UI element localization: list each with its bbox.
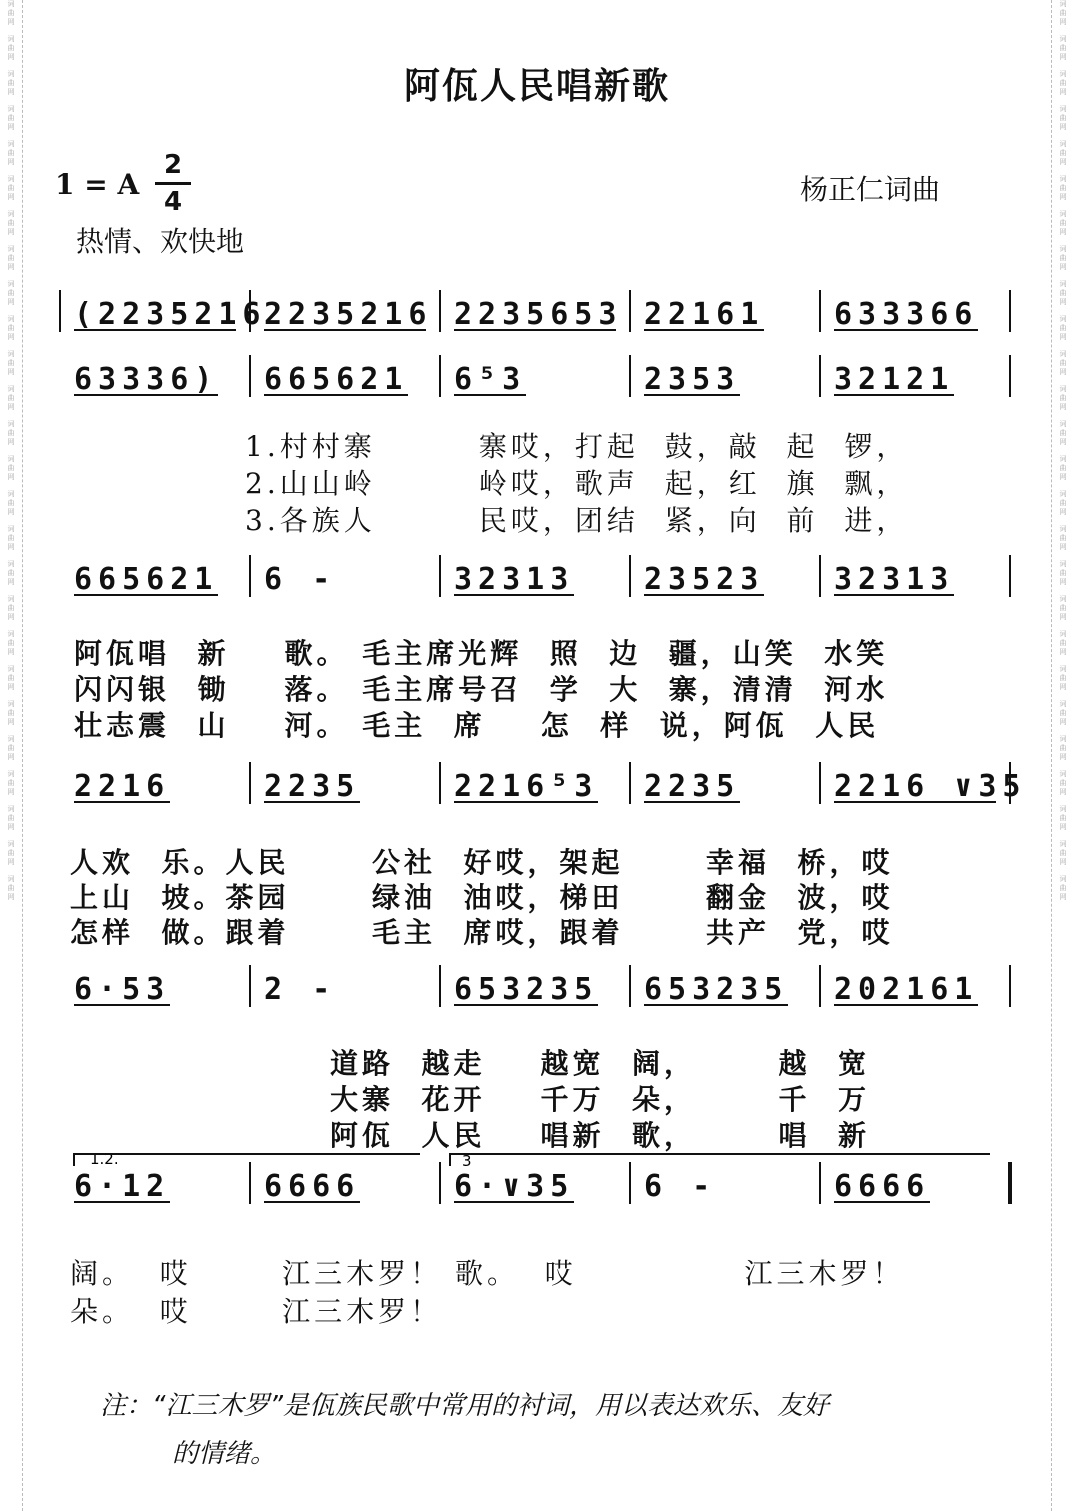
left-watermark-strip — [0, 0, 23, 1511]
watermark-mark: 词曲网 — [1059, 525, 1067, 551]
watermark-mark: 词曲网 — [1059, 805, 1067, 831]
lyric-line-6-2: 朵。 哎 江三木罗！ — [70, 1295, 443, 1328]
measure-notes: 6 - — [264, 562, 337, 597]
watermark-mark: 词曲网 — [1059, 245, 1067, 271]
lyric-line-3-1: 阿佤唱 新 歌。 毛主席光辉 照 边 疆，山笑 水笑 — [74, 637, 889, 670]
watermark-mark: 词曲网 — [7, 840, 15, 866]
watermark-mark: 词曲网 — [7, 0, 15, 26]
watermark-mark: 词曲网 — [7, 420, 15, 446]
watermark-mark: 词曲网 — [7, 560, 15, 586]
watermark-mark: 词曲网 — [7, 875, 15, 901]
watermark-mark: 词曲网 — [7, 35, 15, 61]
watermark-mark: 词曲网 — [7, 245, 15, 271]
measure-notes: 653235 — [644, 972, 789, 1007]
watermark-mark: 词曲网 — [1059, 420, 1067, 446]
watermark-mark: 词曲网 — [1059, 350, 1067, 376]
watermark-mark: 词曲网 — [1059, 455, 1067, 481]
measure-notes: 2216⁵3 — [454, 769, 599, 804]
time-signature — [155, 150, 191, 217]
lyric-line-4-3: 怎样 做。跟着 毛主 席哎，跟着 共产 党，哎 — [70, 916, 894, 949]
lyric-line-3-3: 壮志震 山 河。 毛主 席 怎 样 说，阿佤 人民 — [74, 709, 880, 742]
watermark-mark: 词曲网 — [1059, 700, 1067, 726]
watermark-mark: 词曲网 — [1059, 0, 1067, 26]
measure-notes: 2235653 — [454, 297, 623, 332]
watermark-mark: 词曲网 — [1059, 875, 1067, 901]
watermark-mark: 词曲网 — [7, 140, 15, 166]
watermark-mark: 词曲网 — [7, 735, 15, 761]
staff-row-4 — [60, 752, 1027, 822]
composer-credit: 杨正仁词曲 — [800, 173, 941, 206]
measure-notes: 2216 — [74, 769, 171, 804]
measure-notes: 23523 — [644, 562, 765, 597]
watermark-mark: 词曲网 — [7, 315, 15, 341]
measure-notes: 2 - — [264, 972, 337, 1007]
watermark-mark: 词曲网 — [7, 630, 15, 656]
watermark-mark: 词曲网 — [1059, 630, 1067, 656]
watermark-mark: 词曲网 — [1059, 105, 1067, 131]
lyric-line-5-1: 道路 越走 越宽 阔， 越 宽 — [330, 1047, 870, 1080]
measure-notes: 6666 — [834, 1169, 931, 1204]
volta-first-ending: 1.2. — [90, 1150, 119, 1168]
watermark-mark: 词曲网 — [7, 350, 15, 376]
staff-row-1 — [60, 280, 1010, 340]
staff-row-6 — [60, 1152, 1010, 1237]
watermark-mark: 词曲网 — [7, 700, 15, 726]
song-title: 阿佤人民唱新歌 — [403, 66, 670, 107]
watermark-mark: 词曲网 — [7, 525, 15, 551]
measure-notes: 32313 — [834, 562, 955, 597]
watermark-mark: 词曲网 — [7, 105, 15, 131]
watermark-mark: 词曲网 — [1059, 35, 1067, 61]
watermark-mark: 词曲网 — [1059, 665, 1067, 691]
watermark-mark: 词曲网 — [1059, 175, 1067, 201]
measure-notes: 6·53 — [74, 972, 171, 1007]
measure-notes: 2235 — [264, 769, 361, 804]
measure-notes: 665621 — [74, 562, 219, 597]
watermark-mark: 词曲网 — [7, 805, 15, 831]
watermark-mark: 词曲网 — [1059, 210, 1067, 236]
lyric-line-5-3: 阿佤 人民 唱新 歌， 唱 新 — [330, 1119, 870, 1152]
measure-notes: 6·∨35 — [454, 1169, 575, 1204]
measure-notes: 653235 — [454, 972, 599, 1007]
measure-notes: 202161 — [834, 972, 979, 1007]
volta-bracket — [450, 1154, 990, 1166]
lyric-line-3-2: 闪闪银 锄 落。 毛主席号召 学 大 寨，清清 河水 — [74, 673, 889, 706]
watermark-mark: 词曲网 — [1059, 735, 1067, 761]
watermark-mark: 词曲网 — [7, 665, 15, 691]
staff-row-3 — [60, 545, 1010, 615]
lyric-line-5-2: 大寨 花开 千万 朵， 千 万 — [330, 1083, 870, 1116]
measure-notes: 6666 — [264, 1169, 361, 1204]
measure-notes: 665621 — [264, 362, 409, 397]
measure-notes: 6 - — [644, 1169, 717, 1204]
watermark-mark: 词曲网 — [1059, 385, 1067, 411]
watermark-mark: 词曲网 — [7, 280, 15, 306]
footnote-line-2: 的情绪。 — [172, 1439, 277, 1469]
watermark-mark: 词曲网 — [1059, 315, 1067, 341]
measure-notes: 2235 — [644, 769, 741, 804]
tempo-marking: 热情、欢快地 — [76, 225, 245, 258]
time-signature-top: 2 — [163, 150, 183, 180]
watermark-mark: 词曲网 — [7, 770, 15, 796]
footnote-line-1: 注：“江三木罗”是佤族民歌中常用的衬词，用以表达欢乐、友好 — [100, 1391, 829, 1421]
time-signature-bottom: 4 — [163, 187, 183, 217]
lyric-line-2-1: 1.村村寨 寨哎，打起 鼓，敲 起 锣， — [245, 430, 909, 463]
watermark-mark: 词曲网 — [1059, 770, 1067, 796]
footnote — [100, 1382, 1000, 1478]
watermark-mark: 词曲网 — [7, 490, 15, 516]
watermark-mark: 词曲网 — [1059, 280, 1067, 306]
watermark-mark: 词曲网 — [1059, 840, 1067, 866]
measure-notes: 63336) — [74, 362, 219, 397]
lyric-line-6-1: 阔。 哎 江三木罗！ 歌。 哎 江三木罗！ — [70, 1257, 905, 1290]
measure-notes: 6·12 — [74, 1169, 171, 1204]
watermark-mark: 词曲网 — [7, 455, 15, 481]
right-watermark-strip — [1051, 0, 1074, 1511]
measure-notes: (2235216 — [74, 297, 267, 332]
lyric-line-2-2: 2.山山岭 岭哎，歌声 起，红 旗 飘， — [245, 467, 909, 500]
measure-notes: 32121 — [834, 362, 955, 397]
watermark-mark: 词曲网 — [1059, 140, 1067, 166]
volta-second-ending: 3 — [462, 1152, 472, 1170]
measure-notes: 6⁵3 — [454, 362, 527, 397]
time-signature-bar — [155, 182, 191, 185]
lyric-line-2-3: 3.各族人 民哎，团结 紧，向 前 进， — [245, 504, 909, 537]
watermark-mark: 词曲网 — [1059, 70, 1067, 96]
watermark-mark: 词曲网 — [1059, 595, 1067, 621]
measure-notes: 22161 — [644, 297, 765, 332]
measure-notes: 2235216 — [264, 297, 433, 332]
watermark-mark: 词曲网 — [7, 175, 15, 201]
watermark-mark: 词曲网 — [7, 210, 15, 236]
watermark-mark: 词曲网 — [7, 70, 15, 96]
staff-row-5 — [60, 955, 1010, 1025]
lyric-line-4-2: 上山 坡。茶园 绿油 油哎，梯田 翻金 波，哎 — [70, 881, 894, 914]
lyric-line-4-1: 人欢 乐。人民 公社 好哎，架起 幸福 桥，哎 — [70, 846, 894, 879]
key-signature: 1 = A — [55, 168, 140, 201]
watermark-mark: 词曲网 — [1059, 560, 1067, 586]
measure-notes: 32313 — [454, 562, 575, 597]
watermark-mark: 词曲网 — [7, 385, 15, 411]
staff-row-2 — [60, 345, 1010, 415]
measure-notes: 633366 — [834, 297, 979, 332]
measure-notes: 2353 — [644, 362, 741, 397]
volta-bracket — [74, 1154, 420, 1166]
measure-notes: 2216 ∨35 — [834, 769, 1027, 804]
watermark-mark: 词曲网 — [7, 595, 15, 621]
watermark-mark: 词曲网 — [1059, 490, 1067, 516]
